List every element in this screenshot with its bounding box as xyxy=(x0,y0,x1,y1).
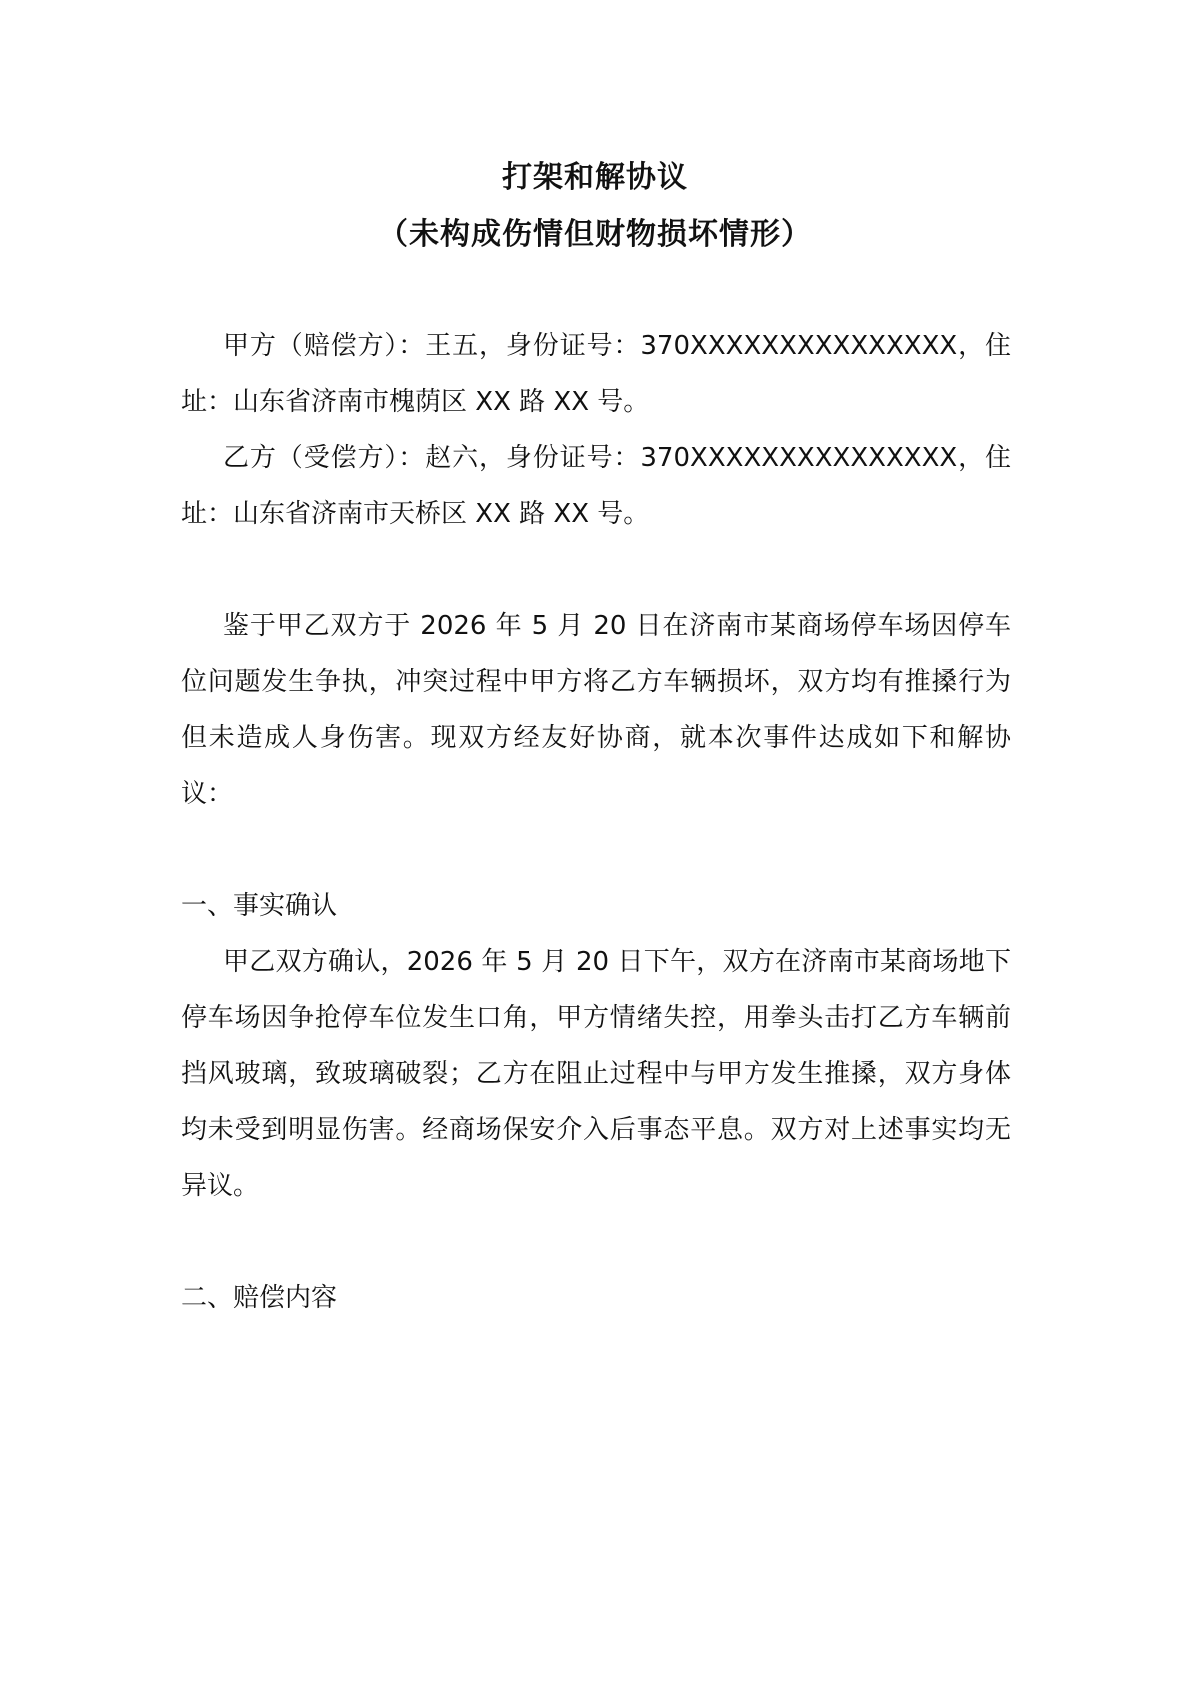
document-body xyxy=(181,318,1011,1326)
section-heading-facts: 一、事实确认 xyxy=(181,891,338,921)
paragraph-spacer xyxy=(181,822,1011,878)
party-b-info: 乙方（受偿方）：赵六，身份证号：370XXXXXXXXXXXXXXX，住址：山东省济南市天桥区 XX 路 XX 号。 xyxy=(181,443,1011,529)
preamble-paragraph: 鉴于甲乙双方于 2026 年 5 月 20 日在济南市某商场停车场因停车位问题发生争执，冲突过程中甲方将乙方车辆损坏，双方均有推搡行为但未造成人身伤害。现双方经友好协商，就本次事件达成如下和解协议： xyxy=(181,611,1011,809)
document-subtitle: （未构成伤情但财物损坏情形） xyxy=(378,217,812,252)
paragraph-spacer xyxy=(181,1214,1011,1270)
section-heading-compensation: 二、赔偿内容 xyxy=(181,1283,338,1313)
party-a-info: 甲方（赔偿方）：王五，身份证号：370XXXXXXXXXXXXXXX，住址：山东省济南市槐荫区 XX 路 XX 号。 xyxy=(181,331,1011,417)
document-title: 打架和解协议 xyxy=(502,160,688,195)
facts-paragraph: 甲乙双方确认，2026 年 5 月 20 日下午，双方在济南市某商场地下停车场因争抢停车位发生口角，甲方情绪失控，用拳头击打乙方车辆前挡风玻璃，致玻璃破裂；乙方在阻止过程中与甲方发生推搡，双方身体均未受到明显伤害。经商场保安介入后事态平息。双方对上述事实均无异议。 xyxy=(181,947,1011,1201)
paragraph-spacer xyxy=(181,542,1011,598)
